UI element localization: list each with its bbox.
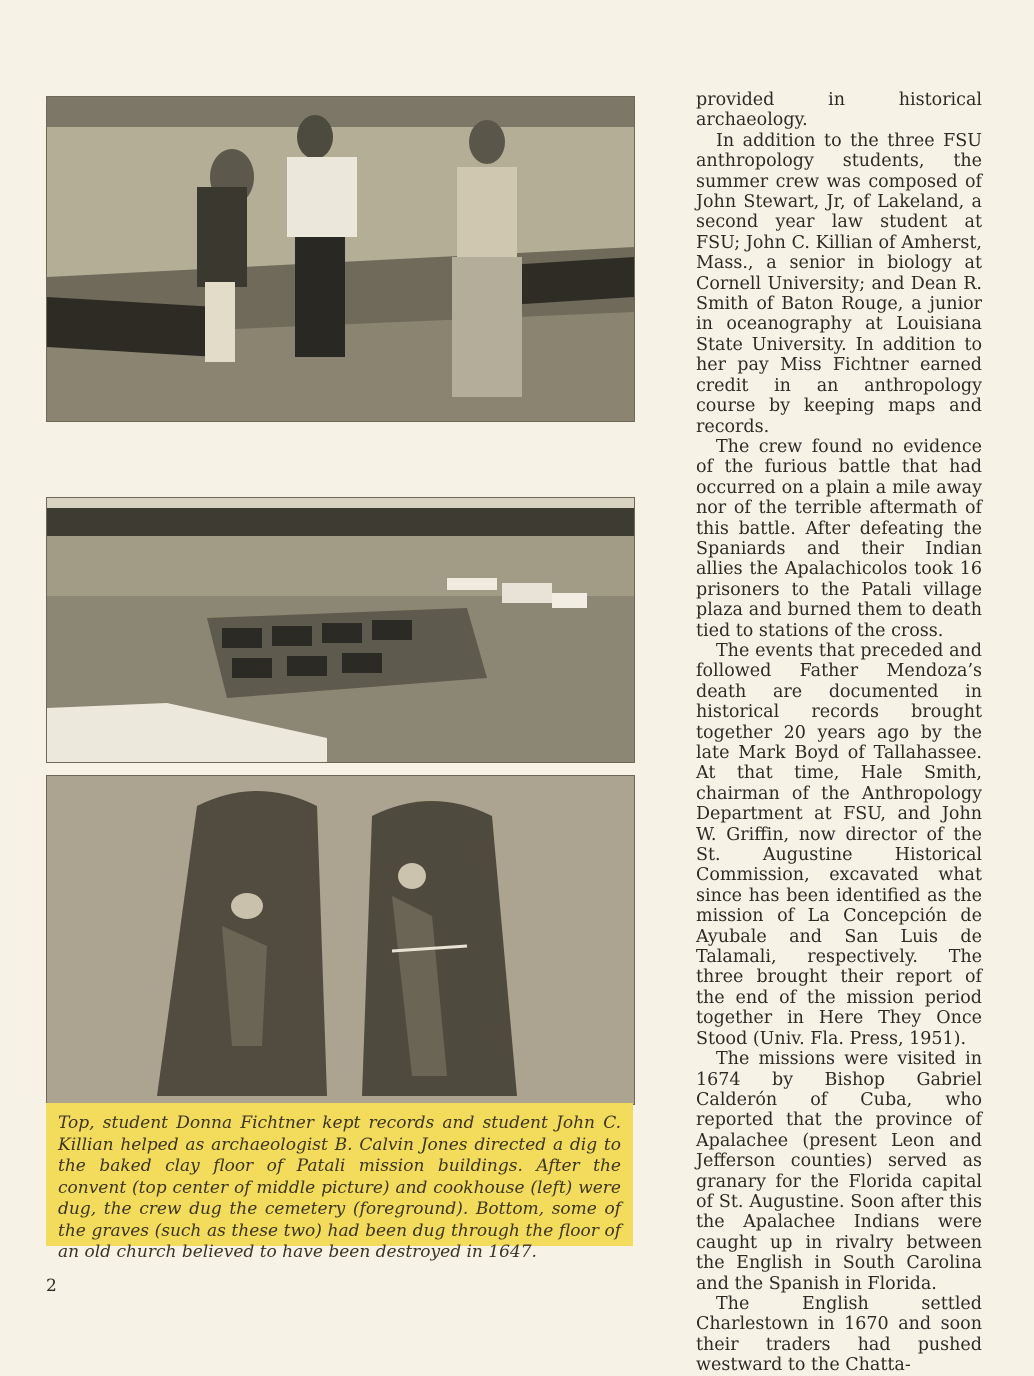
photo-dig-crew bbox=[46, 96, 635, 422]
article-paragraph: The events that preceded and followed Father Mendoza’s death are documented in historical records brought together 20 years ago by the late Mark Boyd of Tallahassee. At that time, Hale Smith, chairman of the Anthropology Department at FSU, and John W. Griffin, now director of the St. Augustine Historical Commission, excavated what since has been identified as the mission of La Concepción de Ayubale and San Luis de Talamali, respectively. The three brought their report of the end of the mission period together in Here They Once Stood (Univ. Fla. Press, 1951). bbox=[696, 640, 982, 1049]
photo-graves bbox=[46, 775, 635, 1105]
photo-excavation-grid bbox=[46, 497, 635, 763]
article-paragraph: The missions were visited in 1674 by Bishop Gabriel Calderón of Cuba, who reported that the province of Apalachee (present Leon and Jefferson counties) served as granary for the Florida capital of St. Augustine. Soon after this the Apalachee Indians were caught up in rivalry between the English in South Carolina and the Spanish in Florida. bbox=[696, 1049, 982, 1294]
caption-text: Top, student Donna Fichtner kept records and student John C. Killian helped as archaeologist B. Calvin Jones directed a dig to the baked clay floor of Patali mission buildings. After the convent (top center of middle picture) and cookhouse (left) were dug, the crew dug the cemetery (foreground). Bottom, some of the graves (such as these two) had been dug through the floor of an old church believed to have been destroyed in 1647. bbox=[58, 1113, 621, 1262]
article-paragraph: The English settled Charlestown in 1670 and soon their traders had pushed westward to the Chatta- bbox=[696, 1293, 982, 1376]
article-column bbox=[696, 90, 982, 1376]
photo-caption bbox=[46, 1103, 633, 1262]
article-paragraph: In addition to the three FSU anthropology students, the summer crew was composed of John Stewart, Jr, of Lakeland, a second year law student at FSU; John C. Killian of Amherst, Mass., a senior in biology at Cornell University; and Dean R. Smith of Baton Rouge, a junior in oceanography at Louisiana State University. In addition to her pay Miss Fichtner earned credit in an anthropology course by keeping maps and records. bbox=[696, 130, 982, 437]
article-paragraph: provided in historical archaeology. bbox=[696, 90, 982, 131]
page-number: 2 bbox=[46, 1276, 57, 1296]
article-paragraph: The crew found no evidence of the furious battle that had occurred on a plain a mile away nor of the terrible aftermath of this battle. After defeating the Spaniards and their Indian allies the Apalachicolos took 16 prisoners to the Patali village plaza and burned them to death tied to stations of the cross. bbox=[696, 436, 982, 641]
